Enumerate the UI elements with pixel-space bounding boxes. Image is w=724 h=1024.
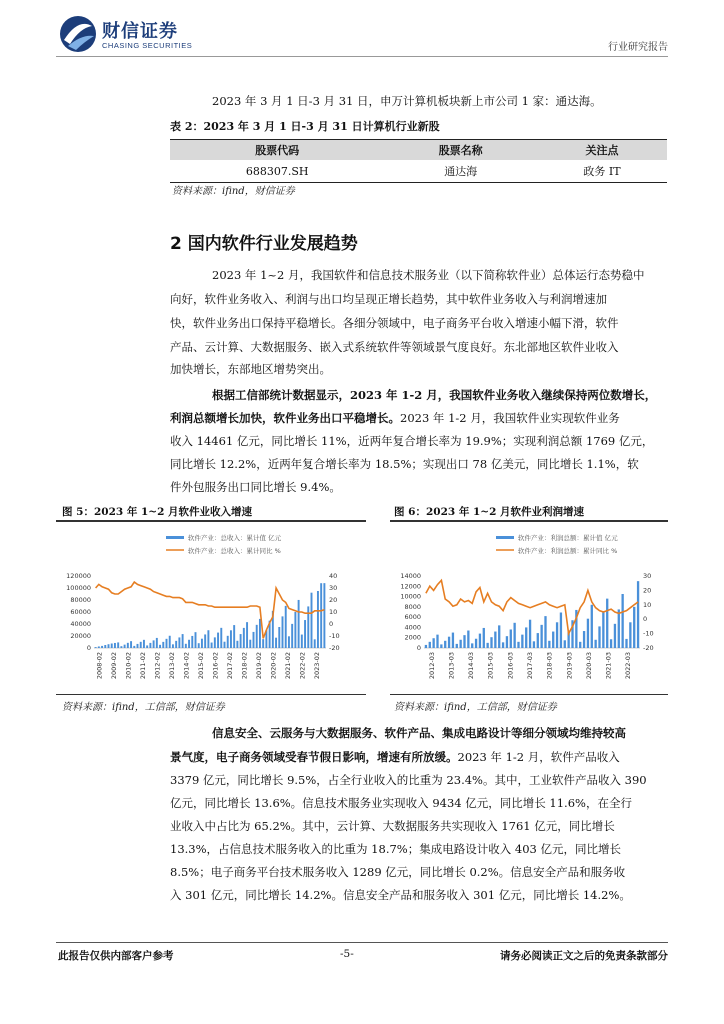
x-tick-label: 2018-03: [545, 652, 554, 680]
figure-title: 图 6：2023 年 1~2 月软件业利润增速: [394, 506, 585, 518]
paragraph-line: 同比增长 12.2%，近两年复合增长率为 18.5%；实现出口 78 亿美元，同比增长 1.1%，软: [170, 457, 639, 471]
bar: [182, 634, 184, 648]
table-header-cell: 股票名称: [384, 140, 537, 161]
bar: [483, 628, 485, 648]
x-tick-label: 2015-03: [486, 652, 495, 680]
bar: [275, 638, 277, 648]
bar: [282, 616, 284, 648]
bar: [436, 635, 438, 648]
bar: [195, 632, 197, 648]
bar: [120, 646, 122, 648]
bar: [256, 625, 258, 648]
y-tick-label-right: 10: [643, 600, 652, 609]
bar: [444, 641, 446, 648]
y-tick-label-left: 2000: [404, 633, 421, 642]
y-tick-label-left: 14000: [400, 572, 421, 580]
bar: [298, 600, 300, 648]
bar: [637, 581, 639, 648]
bar: [172, 644, 174, 648]
bar: [262, 639, 264, 648]
bar: [198, 643, 200, 648]
bar: [304, 620, 306, 648]
bar: [432, 638, 434, 648]
bar: [610, 639, 612, 648]
bar: [249, 640, 251, 648]
figure-source: 资料来源：ifind，工信部，财信证券: [62, 702, 225, 713]
legend-label: 软件产业：利润总额：累计值 亿元: [518, 534, 618, 542]
bar: [517, 642, 519, 648]
bar: [314, 639, 316, 648]
table-title: 表 2：2023 年 3 月 1 日-3 月 31 日计算机行业新股: [170, 120, 440, 133]
bar: [490, 637, 492, 648]
y-tick-label-right: -20: [329, 644, 340, 652]
bar: [169, 636, 171, 648]
bar: [188, 640, 190, 648]
bar: [156, 638, 158, 648]
table-cell: 政务 IT: [537, 160, 667, 183]
x-tick-label: 2008-02: [95, 652, 104, 680]
bar: [288, 636, 290, 648]
x-tick-label: 2014-02: [182, 652, 191, 680]
footer-disclaimer-right: 请务必阅读正文之后的免责条款部分: [500, 950, 668, 962]
bar: [502, 642, 504, 648]
bar: [162, 642, 164, 648]
bar: [159, 645, 161, 648]
bar: [533, 641, 535, 648]
x-tick-label: 2012-02: [153, 652, 162, 680]
x-tick-label: 2009-02: [109, 652, 118, 680]
legend-swatch-bar: [166, 536, 184, 539]
paragraph-lead: 信息安全、云服务与大数据服务、软件产品、集成电路设计等细分领域均维持较高: [212, 726, 626, 740]
table-row: [170, 160, 667, 183]
bar: [130, 641, 132, 648]
paragraph-line: 业收入中占比为 65.2%。其中，云计算、大数据服务共实现收入 1761 亿元，同比增长: [170, 819, 615, 833]
bar: [583, 631, 585, 648]
y-tick-label-right: -20: [643, 644, 654, 652]
bar: [471, 643, 473, 648]
legend-label: 软件产业：总收入：累计同比 %: [188, 547, 281, 555]
bar: [95, 647, 97, 648]
x-tick-label: 2022-03: [624, 652, 633, 680]
y-tick-label-right: 20: [643, 586, 652, 595]
y-tick-label-right: 40: [329, 572, 338, 580]
x-tick-label: 2017-03: [526, 652, 534, 680]
bar: [629, 622, 631, 648]
paragraph-line: 入 301 亿元，同比增长 14.2%。信息安全产品和服务收入 301 亿元，同比增长 14.2%。: [170, 888, 631, 902]
report-type: 行业研究报告: [608, 42, 668, 53]
bar: [591, 605, 593, 648]
intro-sentence: 2023 年 3 月 1 日-3 月 31 日，申万计算机板块新上市公司 1 家：通达海。: [212, 94, 602, 108]
bar: [633, 607, 635, 648]
paragraph-line: 件外包服务出口同比增长 9.4%。: [170, 480, 341, 494]
bar: [211, 643, 213, 648]
bar: [540, 625, 542, 648]
x-tick-label: 2015-02: [196, 652, 205, 680]
paragraph-line: [170, 746, 667, 768]
table-cell: 通达海: [384, 160, 537, 183]
figure-source: 资料来源：ifind，工信部，财信证券: [394, 702, 557, 713]
bar: [127, 643, 129, 648]
bar: [233, 625, 235, 648]
x-tick-label: 2013-02: [167, 652, 176, 680]
bar: [579, 642, 581, 648]
x-tick-label: 2019-03: [565, 652, 574, 680]
bar: [143, 640, 145, 648]
bar: [552, 632, 554, 648]
y-tick-label-left: 20000: [70, 632, 91, 640]
figure-divider: [390, 694, 668, 695]
bar: [521, 635, 523, 648]
bar: [564, 640, 566, 648]
bar: [278, 627, 280, 648]
y-tick-label-left: 12000: [400, 582, 421, 591]
bar: [101, 646, 103, 648]
y-tick-label-left: 6000: [404, 613, 421, 622]
bar: [230, 630, 232, 648]
paragraph-line: 2023 年 1~2 月，我国软件和信息技术服务业（以下简称软件业）总体运行态势稳中: [212, 268, 645, 282]
bar: [456, 644, 458, 648]
logo-emblem-icon: [58, 14, 98, 54]
bar: [253, 632, 255, 648]
y-tick-label-left: 100000: [66, 584, 91, 592]
bar: [440, 644, 442, 648]
revenue-growth-chart: [58, 526, 364, 690]
bar: [137, 644, 139, 648]
bar: [506, 636, 508, 648]
section-heading: 2 国内软件行业发展趋势: [170, 234, 358, 254]
bar: [467, 631, 469, 648]
x-tick-label: 2020-03: [584, 652, 593, 680]
bar: [311, 593, 313, 648]
bar: [285, 606, 287, 648]
y-tick-label-left: 0: [416, 644, 421, 652]
bar: [227, 636, 229, 648]
y-tick-label-right: 20: [329, 596, 338, 604]
x-tick-label: 2011-02: [138, 652, 147, 680]
bar: [425, 645, 427, 648]
bar: [108, 644, 110, 648]
y-tick-label-right: 0: [643, 615, 648, 624]
paragraph-line: 亿元，同比增长 13.6%。信息技术服务业实现收入 9434 亿元，同比增长 11.6%，在全行: [170, 796, 632, 810]
y-tick-label-right: -10: [643, 629, 654, 638]
x-tick-label: 2023-02: [312, 652, 321, 680]
bar: [301, 635, 303, 648]
bar: [602, 613, 604, 648]
bar: [459, 640, 461, 648]
x-tick-label: 2020-02: [269, 652, 278, 680]
bar: [525, 627, 527, 648]
bar: [486, 643, 488, 648]
x-tick-label: 2017-02: [225, 652, 234, 680]
header-divider: [56, 56, 668, 57]
bar: [246, 622, 248, 648]
bar: [317, 591, 319, 648]
paragraph-lead: 景气度，电子商务领域受春节假日影响，增速有所放缓。: [170, 750, 458, 764]
y-tick-label-left: 4000: [404, 623, 421, 632]
paragraph-line: 3379 亿元，同比增长 9.5%，占全行业收入的比重为 23.4%。其中，工业软件产品收入 390: [170, 773, 647, 787]
bar: [556, 622, 558, 648]
bar: [537, 633, 539, 648]
bar: [153, 640, 155, 648]
paragraph-lead: 根据工信部统计数据显示，2023 年 1-2 月，我国软件业务收入继续保持两位数增长，: [212, 388, 657, 402]
bar: [111, 644, 113, 649]
y-tick-label-right: 30: [329, 584, 338, 592]
x-tick-label: 2021-02: [283, 652, 292, 680]
x-tick-label: 2013-03: [447, 652, 456, 680]
bar: [498, 625, 500, 648]
y-tick-label-left: 8000: [404, 602, 421, 611]
paragraph-lead: 利润总额增长加快，软件业务出口平稳增长。: [170, 411, 400, 425]
paragraph-line: 收入 14461 亿元，同比增长 11%，近两年复合增长率为 19.9%；实现利润总额 1769 亿元，: [170, 434, 654, 448]
figure-divider: [56, 694, 366, 695]
paragraph-line: 加快增长，东部地区增势突出。: [170, 362, 331, 376]
bar: [243, 628, 245, 648]
bar: [618, 609, 620, 648]
bar: [513, 623, 515, 648]
y-tick-label-left: 0: [86, 644, 91, 652]
bar: [479, 634, 481, 648]
y-tick-label-left: 120000: [66, 572, 91, 580]
legend-label: 软件产业：利润总额：累计同比 %: [518, 547, 618, 555]
x-tick-label: 2018-02: [240, 652, 249, 680]
bar: [294, 612, 296, 648]
bar: [201, 639, 203, 648]
growth-line: [96, 582, 325, 638]
x-tick-label: 2021-03: [604, 652, 613, 680]
bar: [594, 640, 596, 648]
x-tick-label: 2016-03: [506, 652, 515, 680]
y-tick-label-left: 60000: [70, 608, 91, 616]
bar: [621, 594, 623, 648]
profit-growth-chart: [392, 526, 668, 690]
y-tick-label-right: 30: [643, 572, 652, 580]
paragraph-text: 2023 年 1-2 月，我国软件业实现软件业务: [400, 411, 620, 425]
paragraph-line: 向好，软件业务收入、利润与出口均呈现正增长趋势，其中软件业务收入与利润增速加: [170, 292, 607, 306]
bar: [544, 616, 546, 648]
bar: [175, 641, 177, 648]
bar: [429, 642, 431, 648]
bar: [598, 626, 600, 648]
bar: [140, 642, 142, 648]
legend-swatch-bar: [496, 536, 514, 539]
figure-divider: [390, 520, 668, 522]
x-tick-label: 2012-03: [427, 652, 436, 680]
bar: [452, 633, 454, 648]
bar: [320, 583, 322, 648]
table-cell: 688307.SH: [170, 160, 384, 183]
x-tick-label: 2010-02: [124, 652, 133, 680]
paragraph-text: 2023 年 1-2 月，软件产品收入: [457, 750, 620, 764]
bar: [149, 643, 151, 648]
bar: [606, 599, 608, 648]
bar: [220, 628, 222, 648]
brand-name-en: CHASING SECURITIES: [102, 41, 193, 50]
new-stocks-table: [170, 139, 667, 183]
x-tick-label: 2019-02: [254, 652, 263, 680]
bar: [548, 641, 550, 648]
y-tick-label-left: 10000: [400, 592, 421, 601]
table-header-cell: 股票代码: [170, 140, 384, 161]
bar: [166, 639, 168, 648]
bar: [114, 643, 116, 648]
footer-disclaimer-left: 此报告仅供内部客户参考: [58, 950, 174, 962]
bar: [625, 639, 627, 648]
y-tick-label-right: 10: [329, 608, 338, 616]
footer-divider: [56, 942, 668, 943]
x-tick-label: 2014-03: [467, 652, 476, 680]
bar: [178, 637, 180, 648]
bar: [133, 646, 135, 648]
bar: [259, 619, 261, 648]
bar: [117, 642, 119, 648]
bar: [291, 624, 293, 648]
bar: [323, 583, 325, 648]
x-tick-label: 2016-02: [211, 652, 220, 680]
bar: [529, 620, 531, 648]
bar: [204, 634, 206, 648]
bar: [185, 644, 187, 648]
bar: [224, 642, 226, 648]
bar: [560, 613, 562, 648]
bar: [124, 645, 126, 648]
bar: [207, 630, 209, 648]
bar: [191, 636, 193, 648]
legend-label: 软件产业：总收入：累计值 亿元: [188, 534, 282, 542]
paragraph-line: 产品、云计算、大数据服务、嵌入式系统软件等领域景气度良好。东北部地区软件业收入: [170, 340, 619, 354]
paragraph-line: 快，软件业务出口保持平稳增长。各细分领域中，电子商务平台收入增速小幅下滑，软件: [170, 316, 619, 330]
y-tick-label-right: 0: [329, 620, 334, 628]
bar: [614, 624, 616, 648]
bar: [510, 629, 512, 648]
x-tick-label: 2022-02: [298, 652, 307, 680]
bar: [448, 637, 450, 648]
bar: [236, 641, 238, 648]
y-tick-label-right: -10: [329, 632, 340, 640]
figure-title: 图 5：2023 年 1~2 月软件业收入增速: [62, 506, 253, 518]
bar: [463, 635, 465, 648]
table-source: 资料来源：ifind，财信证券: [172, 186, 295, 197]
bar: [475, 639, 477, 648]
table-header-row: [170, 140, 667, 161]
figure-divider: [56, 520, 366, 522]
page-number: -5-: [340, 948, 354, 960]
brand-name-cn: 财信证券: [102, 21, 178, 42]
company-logo: [58, 14, 193, 54]
bar: [98, 646, 100, 648]
bar: [217, 633, 219, 648]
y-tick-label-left: 40000: [70, 620, 91, 628]
paragraph-line: 13.3%，占信息技术服务收入的比重为 18.7%；集成电路设计收入 403 亿元，同比增长: [170, 842, 621, 856]
bar: [494, 632, 496, 648]
paragraph-line: 8.5%；电子商务平台技术服务收入 1289 亿元，同比增长 0.2%。信息安全产品和服务收: [170, 865, 626, 879]
y-tick-label-left: 80000: [70, 596, 91, 604]
paragraph-line: [170, 407, 667, 429]
bar: [214, 637, 216, 648]
bar: [587, 619, 589, 648]
bar: [240, 634, 242, 648]
table-header-cell: 关注点: [537, 140, 667, 161]
bar: [104, 645, 106, 648]
bar: [146, 645, 148, 648]
